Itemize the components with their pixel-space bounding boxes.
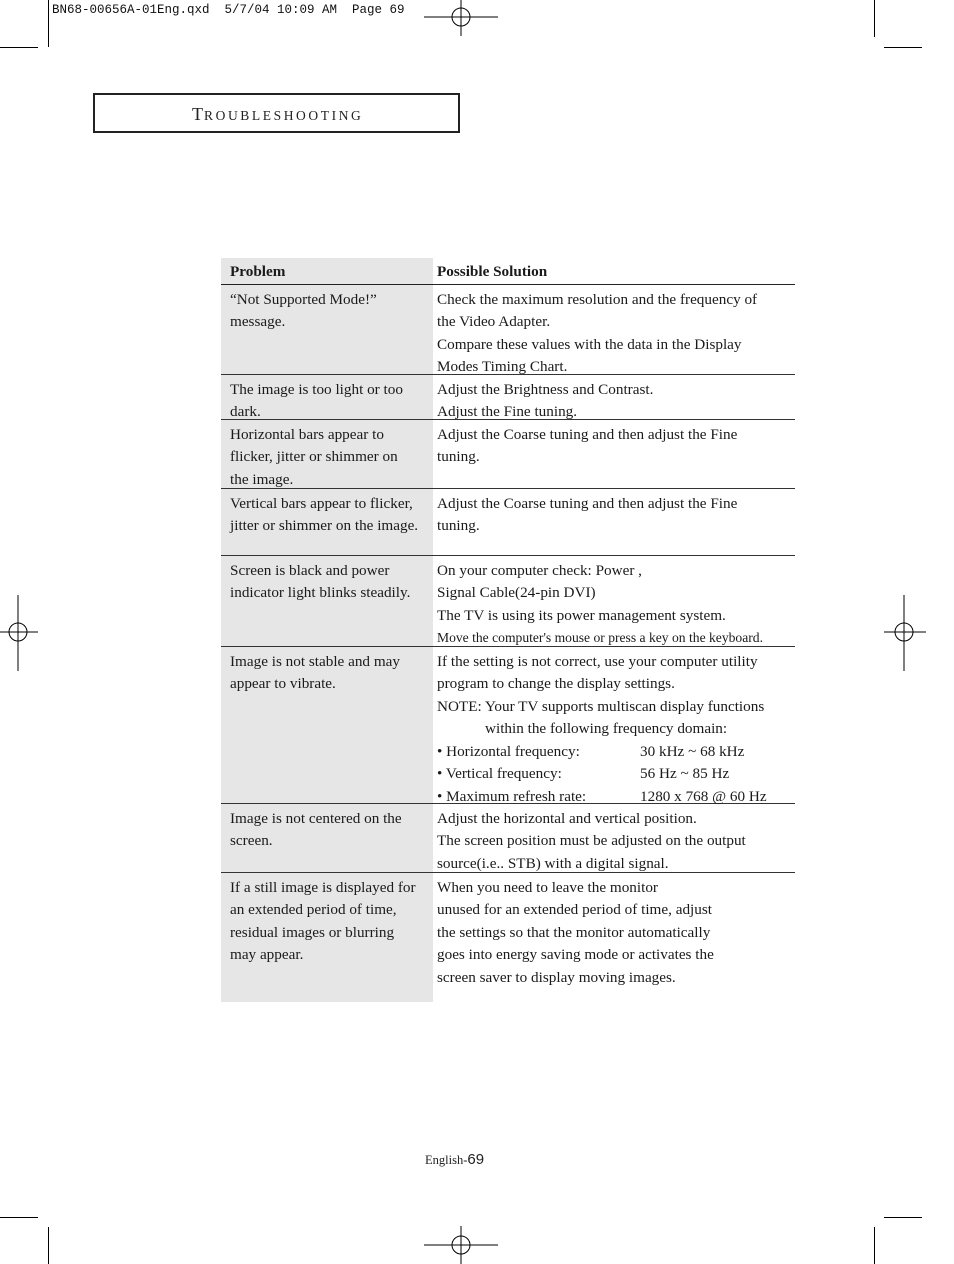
- solution-cell: Adjust the horizontal and vertical position. The screen position must be adjusted on the output source(i.e.. STB) with a digital signal.: [437, 809, 746, 872]
- solution-cell: When you need to leave the monitor unused for an extended period of time, adjust the settings so that the monitor automatically goes into energy saving mode or activates the screen saver to display moving images.: [437, 878, 714, 986]
- solution-cell: Check the maximum resolution and the frequency of the Video Adapter. Compare these values with the data in the Display Modes Timing Chart.: [437, 290, 758, 375]
- troubleshooting-table: [221, 258, 795, 1007]
- problem-cell: Image is not stable and may appear to vibrate.: [230, 652, 400, 692]
- crop-mark: [48, 0, 49, 47]
- table-row: [221, 804, 795, 873]
- solution-cell: Adjust the Brightness and Contrast. Adjust the Fine tuning.: [437, 380, 654, 420]
- table-row: [221, 420, 795, 489]
- section-header: [93, 93, 460, 133]
- problem-cell: The image is too light or too dark.: [230, 380, 403, 420]
- table-row: [221, 285, 795, 375]
- crop-mark: [48, 1227, 49, 1264]
- problem-cell: Horizontal bars appear to flicker, jitter or shimmer on the image.: [230, 425, 398, 488]
- page-footer: English-69: [425, 1151, 485, 1168]
- solution-cell: On your computer check: Power , Signal Cable(24-pin DVI) The TV is using its power management system. Move the computer's mouse or press a key on the keyboard.: [437, 561, 763, 645]
- problem-cell: If a still image is displayed for an extended period of time, residual images or blurring may appear.: [230, 878, 416, 963]
- frequency-line: • Maximum refresh rate: 1280 x 768 @ 60 Hz: [437, 787, 767, 805]
- frequency-line: • Horizontal frequency: 30 kHz ~ 68 kHz: [437, 742, 745, 760]
- problem-cell: Image is not centered on the screen.: [230, 809, 402, 849]
- section-title: TROUBLESHOOTING: [192, 104, 364, 124]
- crop-mark: [884, 1217, 922, 1218]
- registration-mark-icon: [884, 593, 928, 673]
- registration-mark-icon: [420, 0, 502, 36]
- problem-cell: Vertical bars appear to flicker, jitter or shimmer on the image.: [230, 494, 419, 534]
- table-row: [221, 556, 795, 647]
- registration-mark-icon: [420, 1226, 502, 1264]
- frequency-line: • Vertical frequency: 56 Hz ~ 85 Hz: [437, 765, 730, 782]
- problem-header: Problem: [230, 263, 286, 280]
- crop-mark: [874, 0, 875, 37]
- solution-cell: Adjust the Coarse tuning and then adjust the Fine tuning.: [437, 494, 738, 534]
- page-number: 69: [467, 1151, 485, 1168]
- print-slug: BN68-00656A-01Eng.qxd 5/7/04 10:09 AM Page 69: [52, 3, 405, 17]
- problem-cell: “Not Supported Mode!” message.: [230, 290, 377, 330]
- table-row: [221, 873, 795, 1007]
- solution-cell: If the setting is not correct, use your computer utility program to change the display settings. NOTE: Your TV supports multiscan display functions within the following frequency domain: • Horizontal frequency: 30 kHz ~ 68 kHz • Vertical frequency: 56 Hz ~ 85 Hz • Maximum refresh rate: 1280 x 768 @ 60 Hz: [433, 647, 795, 803]
- table-header-row: [221, 258, 795, 285]
- crop-mark: [874, 1227, 875, 1264]
- problem-cell: Screen is black and power indicator light blinks steadily.: [230, 561, 411, 601]
- crop-mark: [0, 47, 38, 48]
- crop-mark: [884, 47, 922, 48]
- table-row: [221, 375, 795, 420]
- registration-mark-icon: [0, 593, 40, 673]
- solution-header: Possible Solution: [437, 263, 548, 280]
- table-row: [221, 489, 795, 556]
- solution-cell: Adjust the Coarse tuning and then adjust the Fine tuning.: [437, 425, 738, 465]
- crop-mark: [0, 1217, 38, 1218]
- table-row: [221, 647, 795, 804]
